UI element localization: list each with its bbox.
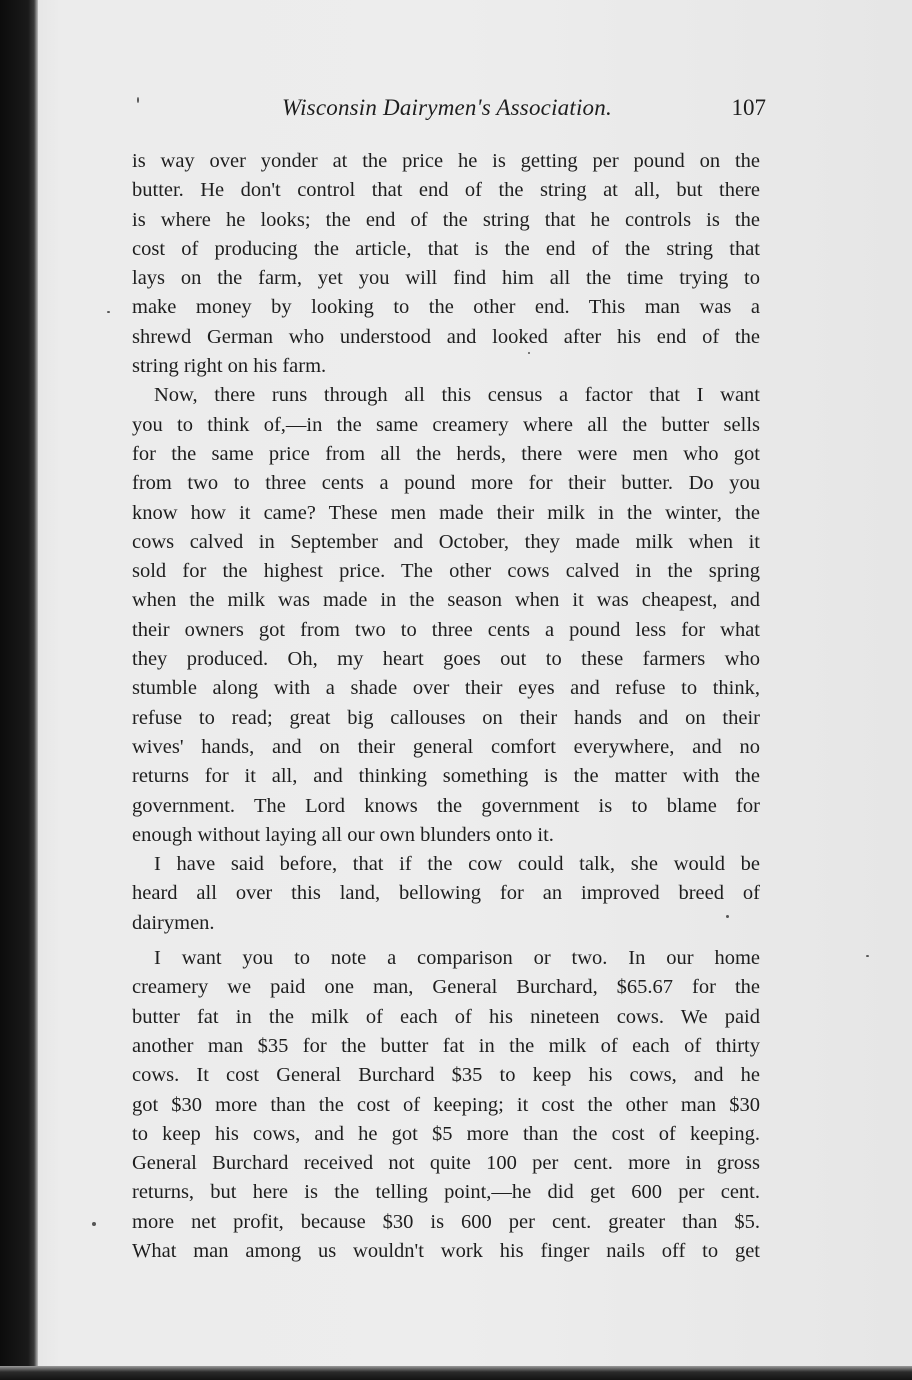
- text-line: General Burchard received not quite 100 per cent. more in gross: [132, 1152, 760, 1175]
- text-line: enough without laying all our own blunders onto it.: [132, 823, 554, 846]
- text-line: make money by looking to the other end. This man was a: [132, 296, 760, 319]
- text-line: string right on his farm.: [132, 355, 327, 378]
- text-line: is where he looks; the end of the string that he controls is the: [132, 208, 760, 231]
- text-line: know how it came? These men made their milk in the winter, the: [132, 501, 760, 524]
- text-line: wives' hands, and on their general comfort everywhere, and no: [132, 735, 760, 758]
- running-title: Wisconsin Dairymen's Association.: [282, 95, 612, 120]
- text-line: refuse to read; great big callouses on their hands and on their: [132, 706, 760, 729]
- text-line: butter. He don't control that end of the string at all, but there: [132, 179, 760, 202]
- text-line: government. The Lord knows the government is to blame for: [132, 794, 760, 817]
- text-line: they produced. Oh, my heart goes out to these farmers who: [132, 648, 760, 671]
- text-line: heard all over this land, bellowing for an improved breed of: [132, 882, 760, 905]
- text-line: I want you to note a comparison or two. In our home: [154, 947, 760, 970]
- text-line: to keep his cows, and he got $5 more than the cost of keeping.: [132, 1122, 760, 1145]
- paper-speck: [866, 955, 869, 957]
- text-line: dairymen.: [132, 911, 215, 934]
- text-line: more net profit, because $30 is 600 per cent. greater than $5.: [132, 1210, 760, 1233]
- text-line: lays on the farm, yet you will find him all the time trying to: [132, 267, 760, 290]
- text-line: butter fat in the milk of each of his nineteen cows. We paid: [132, 1005, 760, 1028]
- text-line: when the milk was made in the season when it was cheapest, and: [132, 589, 760, 612]
- text-line: returns, but here is the telling point,—he did get 600 per cent.: [132, 1181, 760, 1204]
- text-line: shrewd German who understood and looked after his end of the: [132, 325, 760, 348]
- text-line: you to think of,—in the same creamery where all the butter sells: [132, 413, 760, 436]
- paper-speck: [107, 311, 110, 313]
- text-line: Now, there runs through all this census a factor that I want: [154, 384, 760, 407]
- text-line: cows calved in September and October, they made milk when it: [132, 530, 760, 553]
- page-bottom-edge: [0, 1366, 912, 1380]
- text-line: I have said before, that if the cow could talk, she would be: [154, 853, 760, 876]
- text-line: cost of producing the article, that is the end of the string that: [132, 237, 760, 260]
- text-line: got $30 more than the cost of keeping; it cost the other man $30: [132, 1093, 760, 1116]
- book-binding-edge: [0, 0, 38, 1380]
- paper-speck: [92, 1222, 96, 1226]
- paper-speck: [528, 352, 530, 354]
- text-line: What man among us wouldn't work his finger nails off to get: [132, 1239, 760, 1262]
- body-text: [132, 147, 760, 1266]
- text-line: for the same price from all the herds, there were men who got: [132, 442, 760, 465]
- text-line: creamery we paid one man, General Burchard, $65.67 for the: [132, 976, 760, 999]
- paper-speck: [137, 97, 139, 103]
- running-header: [132, 95, 766, 127]
- text-line: returns for it all, and thinking something is the matter with the: [132, 765, 760, 788]
- page-number: 107: [731, 95, 766, 120]
- text-line: from two to three cents a pound more for their butter. Do you: [132, 472, 760, 495]
- text-line: sold for the highest price. The other cows calved in the spring: [132, 560, 760, 583]
- text-line: their owners got from two to three cents a pound less for what: [132, 618, 760, 641]
- text-line: stumble along with a shade over their eyes and refuse to think,: [132, 677, 760, 700]
- paper-speck: [726, 915, 729, 918]
- text-line: cows. It cost General Burchard $35 to keep his cows, and he: [132, 1064, 760, 1087]
- text-line: another man $35 for the butter fat in the milk of each of thirty: [132, 1034, 760, 1057]
- text-line: is way over yonder at the price he is getting per pound on the: [132, 150, 760, 172]
